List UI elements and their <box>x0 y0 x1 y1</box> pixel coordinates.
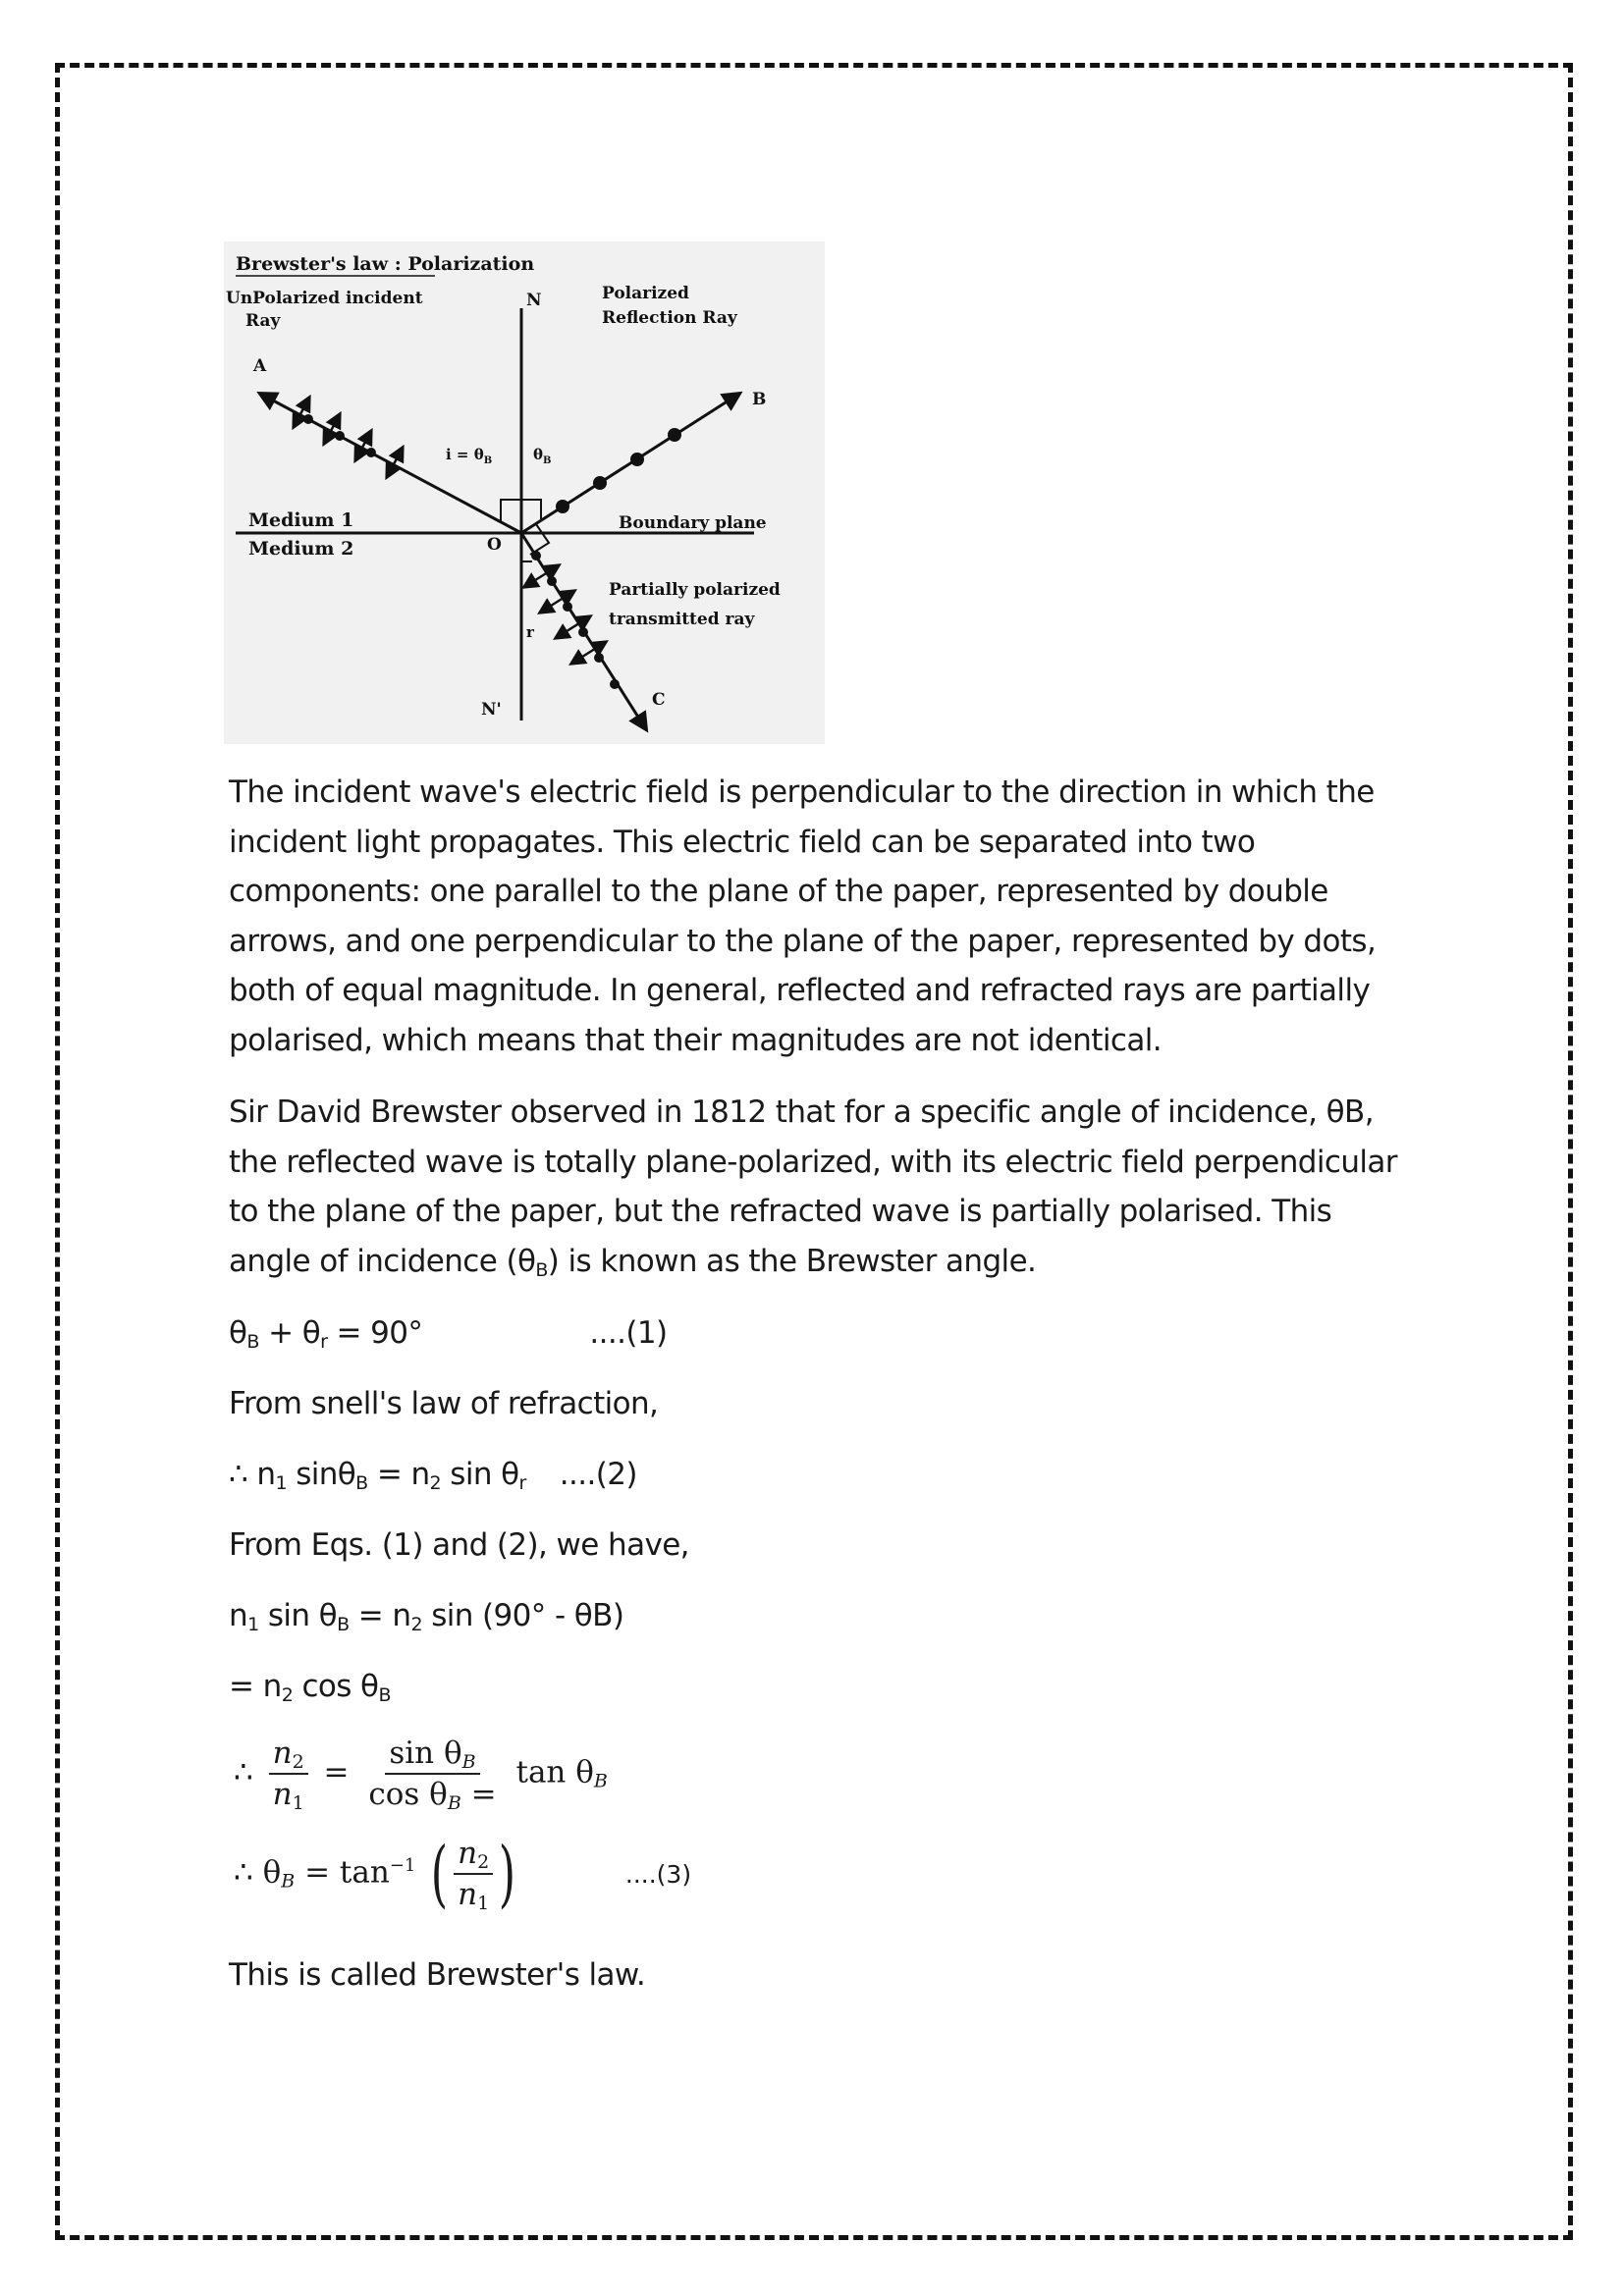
equation-3-tag: ....(3) <box>624 1859 692 1889</box>
equation-5: = $n_2$ $\cos \theta_B$ <box>229 1669 391 1706</box>
therefore-symbol: ∴ <box>234 1754 253 1790</box>
label-angle-b: $\theta_B$ <box>533 446 552 466</box>
equation-3: ∴ $\theta_B = \tan^{-1}$ ( $\frac{n_2}{n_1}$ ) ....(3) <box>234 1832 692 1916</box>
snell-law-text: From snell's law of refraction, <box>229 1386 659 1421</box>
label-angle-r: r <box>526 623 534 641</box>
equation-4: $n_1$ $\sin \theta_B = n_2$ sin (90° - θB) <box>229 1598 624 1635</box>
label-medium-2: Medium 2 <box>248 538 354 560</box>
label-angle-i: $i = \theta_B$ <box>446 446 493 466</box>
label-partial-2: transmitted ray <box>609 610 755 629</box>
equation-2-tag: ....(2) <box>559 1457 637 1492</box>
label-origin: O <box>487 535 502 555</box>
angle-b-mark <box>521 500 541 520</box>
diagram-svg <box>224 241 825 744</box>
equation-2: ∴ $n_1$ $\sin\theta_B = n_2$ $\sin \theta_r$ ....(2) <box>229 1457 637 1494</box>
brewster-diagram <box>224 241 825 744</box>
paragraph-brewster-history: Sir David Brewster observed in 1812 that for a specific angle of incidence, θB, the reflected wave is totally plane-polarized, with its electric field perpendicular to the plane of the paper, but the refracted wave is partially polarised. This angle of incidence $(\theta_B)$ is known as the Brewster angle. <box>229 1095 1397 1281</box>
conclusion-text: This is called Brewster's law. <box>229 1957 646 1993</box>
diagram-title: Brewster's law : Polarization <box>236 253 535 275</box>
label-boundary: Boundary plane <box>619 513 767 533</box>
label-point-c: C <box>652 690 666 710</box>
label-n-bottom: N' <box>481 700 502 720</box>
equation-ratio: ∴ $\frac{n_2}{n_1}$ = $\frac{\sin \theta_B}{\cos \theta_B =}$ $\tan \theta_B$ <box>234 1735 608 1814</box>
equation-1: $\theta_B + \theta_r = 90^\circ$ ....(1) <box>229 1315 668 1353</box>
angle-i-mark <box>501 500 521 522</box>
fraction-n2-n1-inverse: $\frac{n_2}{n_1}$ <box>454 1836 493 1912</box>
incident-polarization-arrows <box>294 398 403 477</box>
label-partial-1: Partially polarized <box>609 580 781 600</box>
label-polarized-2: Reflection Ray <box>602 308 737 328</box>
transmitted-polarization-arrows <box>524 565 606 664</box>
reflected-ray <box>521 394 739 533</box>
equation-1-tag: ....(1) <box>589 1315 668 1351</box>
label-n-top: N <box>526 291 542 310</box>
label-point-a: A <box>253 356 267 376</box>
label-polarized-1: Polarized <box>602 284 689 303</box>
label-point-b: B <box>752 390 767 409</box>
label-unpolarized-1: UnPolarized incident <box>226 289 423 308</box>
label-unpolarized-2: Ray <box>245 311 281 331</box>
fraction-n2-n1: $\frac{n_2}{n_1}$ <box>269 1735 308 1812</box>
fraction-sin-cos: $\frac{\sin \theta_B}{\cos \theta_B =}$ <box>368 1735 497 1814</box>
paragraph-electric-field: The incident wave's electric field is perpendicular to the direction in which the incident light propagates. This electric field can be separated into two components: one parallel to the plane of the paper, represented by double arrows, and one perpendicular to the plane of the paper, represented by dots, both of equal magnitude. In general, reflected and refracted rays are partially polarised, which means that their magnitudes are not identical. <box>229 774 1377 1058</box>
from-equations-text: From Eqs. (1) and (2), we have, <box>229 1527 689 1563</box>
label-medium-1: Medium 1 <box>248 509 354 531</box>
